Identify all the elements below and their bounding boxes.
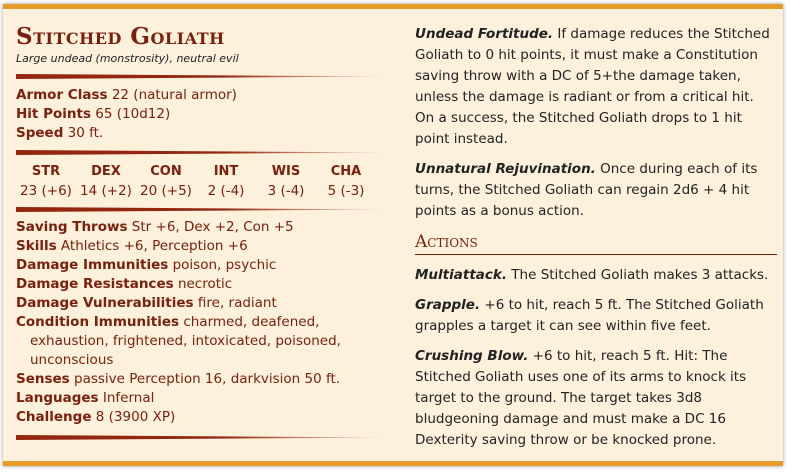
trait-undead-fortitude [415,24,777,150]
damage-resistances-label: Damage Resistances [16,276,174,292]
damage-resistances [16,275,396,294]
ability-score: 14 (+2) [80,183,132,199]
challenge-value: 8 (3900 XP) [95,409,176,425]
ability-score: 3 (-4) [267,183,305,199]
damage-immunities [16,256,396,275]
condition-immunities [16,313,396,370]
ability-name: DEX [91,164,121,179]
challenge-label: Challenge [16,409,92,425]
armor-class-label: Armor Class [16,87,108,103]
hit-points-value: 65 (10d12) [95,106,171,122]
hit-points-label: Hit Points [16,106,91,122]
divider [16,435,396,440]
speed-value: 30 ft. [67,125,104,141]
senses-value: passive Perception 16, darkvision 50 ft. [74,371,341,387]
damage-resistances-value: necrotic [177,276,233,292]
ability-wis [256,162,316,201]
trait-unnatural-rejuvination [415,159,777,222]
ability-str [16,162,76,201]
languages-value: Infernal [102,390,155,406]
languages [16,389,396,408]
action-name: Multiattack. [415,267,507,283]
damage-vulnerabilities-label: Damage Vulnerabilities [16,295,194,311]
actions-heading: Actions [415,231,777,255]
action-text: +6 to hit, reach 5 ft. The Stitched Goliath grapples a target it can see within five feet. [415,297,764,334]
senses [16,370,396,389]
ability-name: CON [150,164,182,179]
armor-class [16,86,396,105]
trait-name: Unnatural Rejuvination. [415,161,596,177]
ability-int [196,162,256,201]
ability-score: 23 (+6) [20,183,72,199]
monster-name: Stitched Goliath [16,23,225,50]
ability-name: INT [213,164,239,179]
trait-text: If damage reduces the Stitched Goliath to 0 hit points, it must make a Constitution saving throw with a DC of 5+the damage taken, unless the damage is radiant or from a critical hit. On a success, the Stitched Goliath drops to 1 hit point instead. [415,26,770,147]
ability-dex [76,162,136,201]
condition-immunities-label: Condition Immunities [16,314,180,330]
armor-class-value: 22 (natural armor) [111,87,237,103]
skills-value: Athletics +6, Perception +6 [60,238,248,254]
trait-name: Undead Fortitude. [415,26,554,42]
saving-throws-value: Str +6, Dex +2, Con +5 [131,219,294,235]
skills [16,237,396,256]
left-column [16,23,396,440]
action-name: Grapple. [415,297,481,313]
speed [16,124,396,143]
senses-label: Senses [16,371,70,387]
ability-score: 5 (-3) [327,183,365,199]
ability-score: 2 (-4) [207,183,245,199]
challenge [16,408,396,427]
condition-immunities-value: charmed, deafened, exhaustion, frightened, intoxicated, poisoned, unconscious [30,314,341,368]
ability-name: STR [31,164,61,179]
action-text: The Stitched Goliath makes 3 attacks. [511,267,769,283]
ability-name: WIS [271,164,301,179]
damage-vulnerabilities [16,294,396,313]
ability-cha [316,162,376,201]
ability-con [136,162,196,201]
damage-immunities-label: Damage Immunities [16,257,169,273]
skills-label: Skills [16,238,57,254]
right-column [415,24,777,460]
saving-throws-label: Saving Throws [16,219,128,235]
monster-subtitle: Large undead (monstrosity), neutral evil [16,52,239,65]
action-crushing-blow [415,346,777,451]
hit-points [16,105,396,124]
damage-vulnerabilities-value: fire, radiant [197,295,277,311]
ability-score: 20 (+5) [140,183,192,199]
ability-scores [16,162,376,201]
action-grapple [415,295,777,337]
ability-name: CHA [330,164,362,179]
action-multiattack [415,265,777,286]
action-name: Crushing Blow. [415,348,529,364]
stat-block [3,4,783,466]
damage-immunities-value: poison, psychic [172,257,277,273]
trait-text: Once during each of its turns, the Stitched Goliath can regain 2d6 + 4 hit points as a bonus action. [415,161,758,219]
speed-label: Speed [16,125,64,141]
languages-label: Languages [16,390,99,406]
saving-throws [16,218,396,237]
action-text: +6 to hit, reach 5 ft. Hit: The Stitched Goliath uses one of its arms to knock its target to the ground. The target takes 3d8 bludgeoning damage and must make a DC 16 Dexterity saving throw or be knocked prone. [415,348,747,448]
